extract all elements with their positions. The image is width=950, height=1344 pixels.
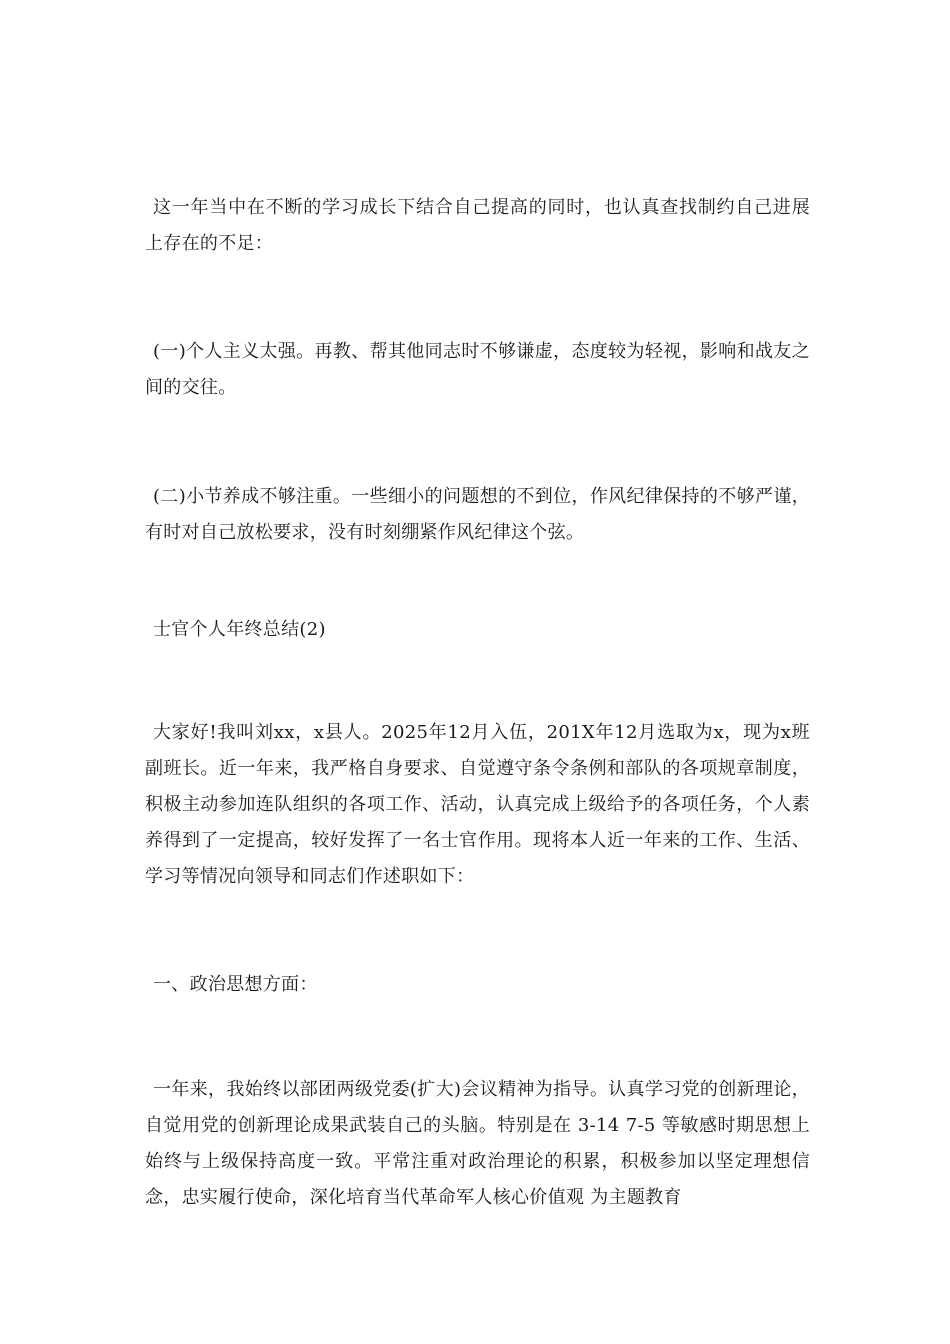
- paragraph-self-introduction: 大家好!我叫刘xx，x县人。2025年12月入伍，201X年12月选取为x，现为x班副班长。近一年来，我严格自身要求、自觉遵守条令条例和部队的各项规章制度，积极主动参加连队组织的各项工作、活动，认真完成上级给予的各项任务，个人素养得到了一定提高，较好发挥了一名士官作用。现将本人近一年来的工作、生活、学习等情况向领导和同志们作述职如下：: [145, 722, 810, 887]
- paragraph-shortcoming-2: (二)小节养成不够注重。一些细小的问题想的不到位，作风纪律保持的不够严谨，有时对自己放松要求，没有时刻绷紧作风纪律这个弦。: [145, 486, 810, 543]
- paragraph-politics: 一年来，我始终以部团两级党委(扩大)会议精神为指导。认真学习党的创新理论，自觉用党的创新理论成果武装自己的头脑。特别是在 3-14 7-5 等敏感时期思想上始终与上级保持高度一致。平常注重对政治理论的积累，积极参加以坚定理想信念，忠实履行使命，深化培育当代革命军人核心价值观 为主题教育: [145, 1079, 810, 1208]
- section-title: 士官个人年终总结(2): [153, 619, 326, 640]
- section-heading-politics: 一、政治思想方面：: [153, 974, 318, 995]
- paragraph-intro: 这一年当中在不断的学习成长下结合自己提高的同时，也认真查找制约自己进展上存在的不足：: [145, 197, 810, 254]
- paragraph-shortcoming-1: (一)个人主义太强。再教、帮其他同志时不够谦虚，态度较为轻视，影响和战友之间的交往。: [145, 341, 810, 398]
